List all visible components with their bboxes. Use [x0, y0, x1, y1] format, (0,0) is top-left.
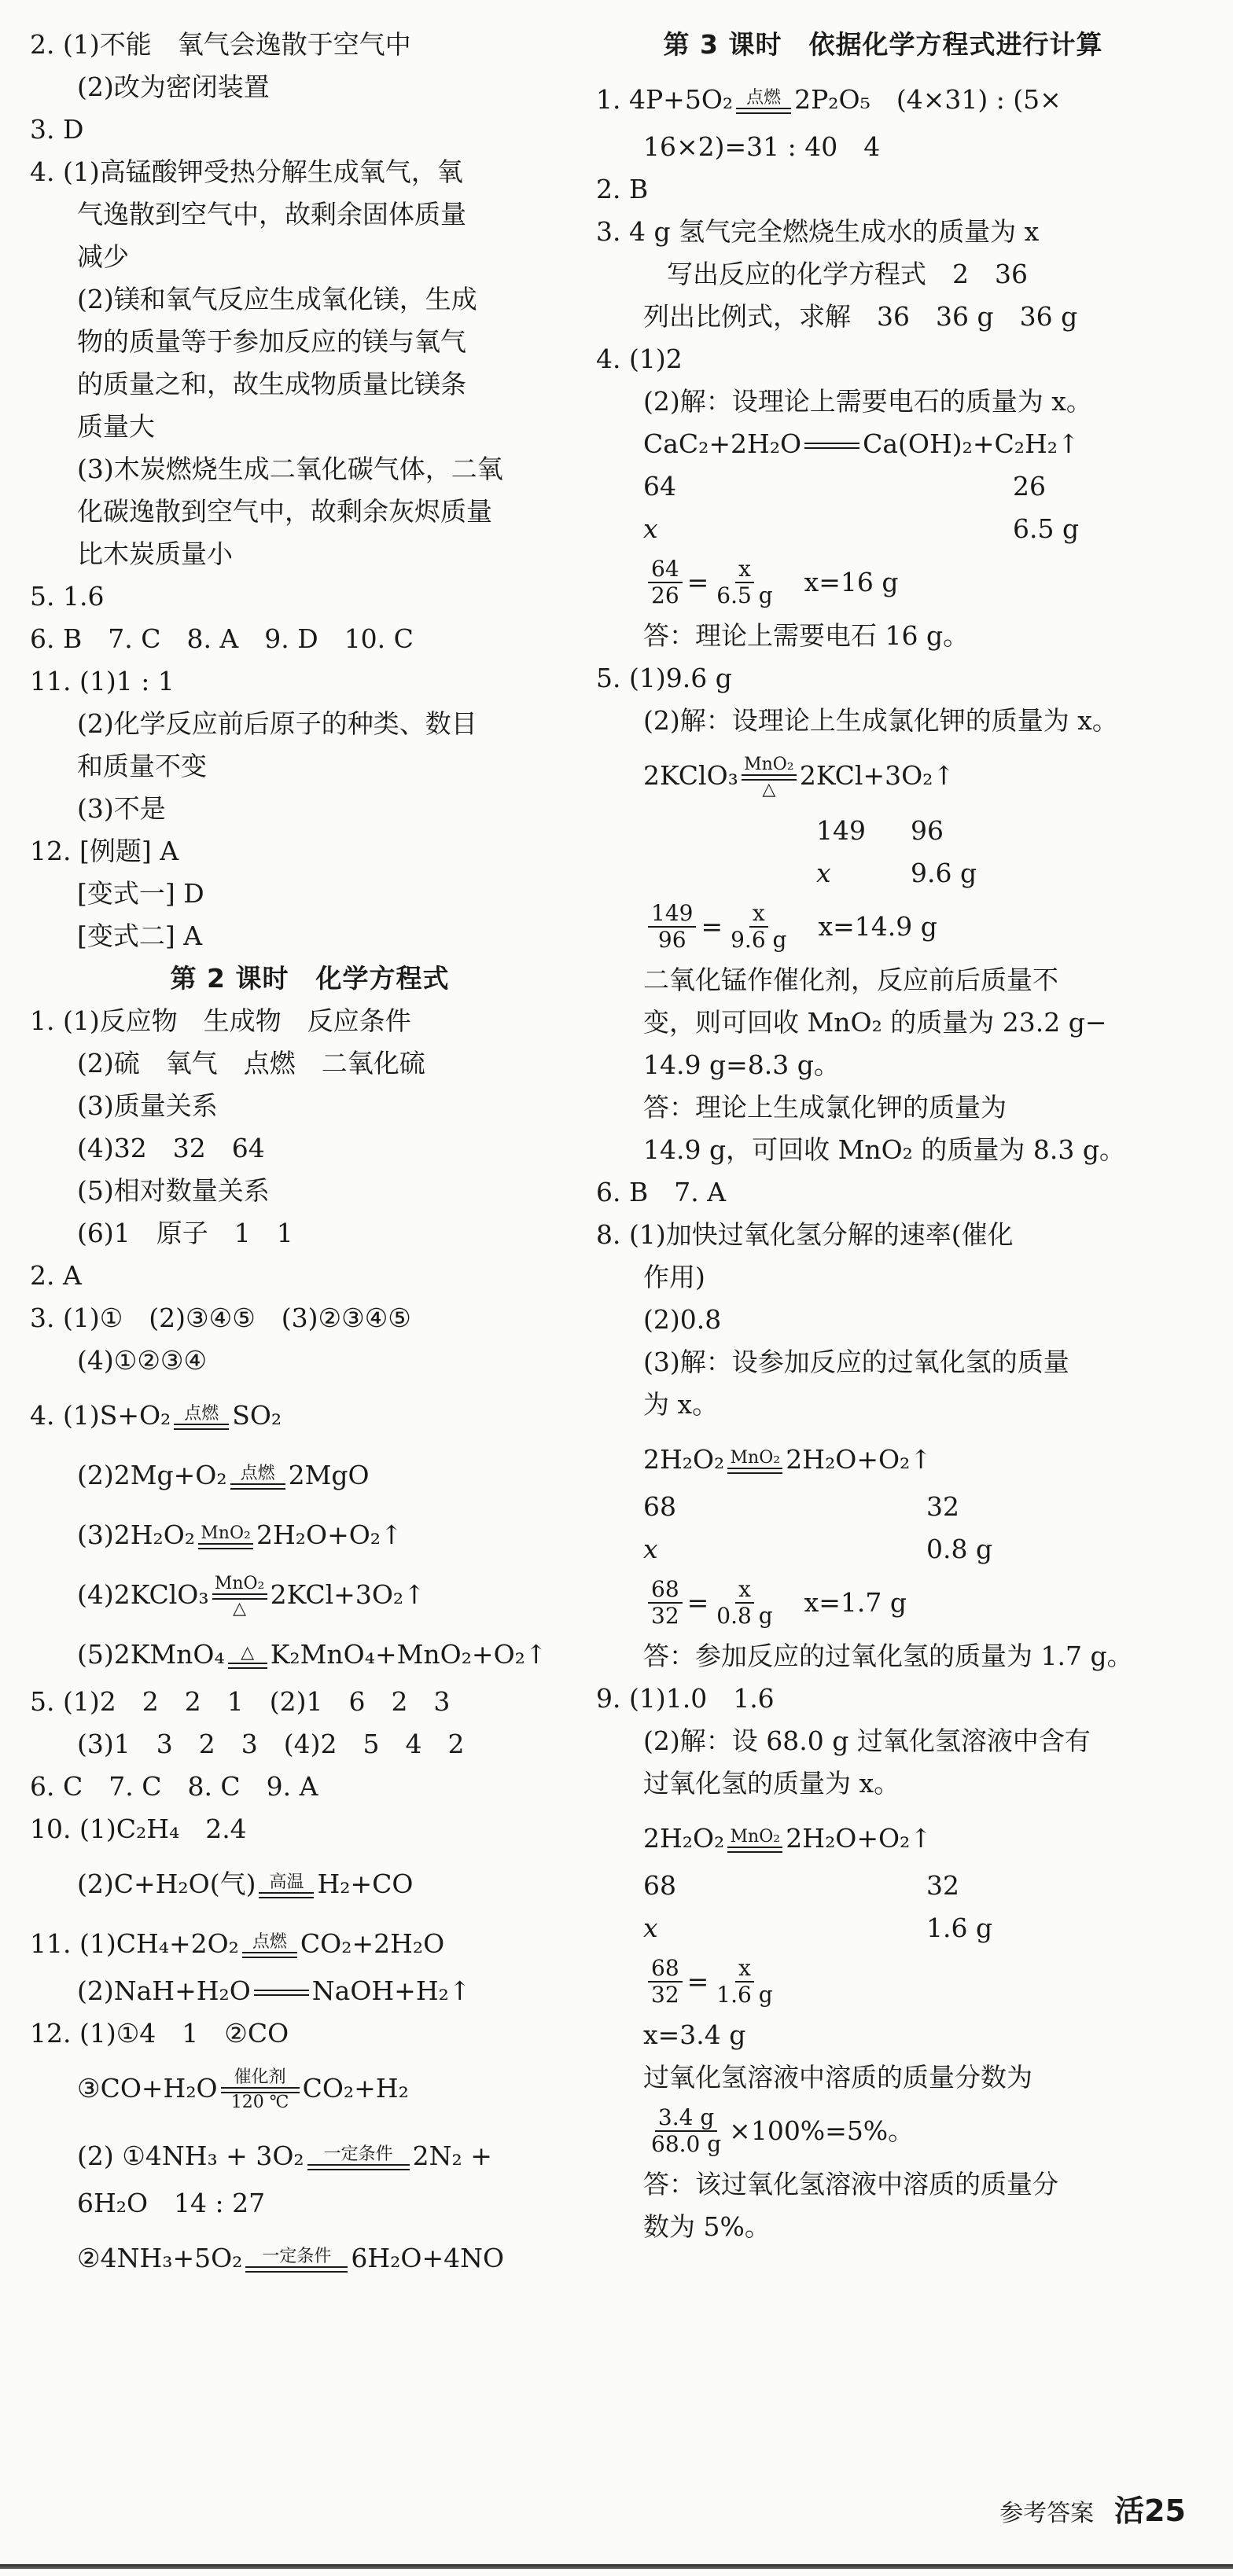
- answer-line: (3)解：设参加反应的过氧化氢的质量: [643, 1347, 1069, 1377]
- answer-line: (4)32 32 64: [77, 1133, 265, 1163]
- reaction-condition: MnO₂: [730, 1448, 781, 1468]
- answer-line: 14.9 g=8.3 g。: [643, 1049, 840, 1080]
- ratio-row: [596, 1528, 1170, 1571]
- fraction: [648, 901, 696, 953]
- proportion-row: $\frac{68}{32}$ = $\frac{x}{0.8 g}$ x=1.7 g: [596, 1571, 1170, 1635]
- ratio-right: 96: [911, 815, 944, 846]
- equation-rhs: NaOH+H₂↑: [311, 1975, 471, 2006]
- fraction: [648, 2105, 724, 2157]
- equation-lhs: ②4NH₃+5O₂: [77, 2243, 243, 2273]
- answer-line: 答：理论上需要电石 16 g。: [643, 620, 970, 651]
- equation-lhs: 2H₂O₂: [643, 1823, 725, 1854]
- answer-line: (3)木炭燃烧生成二氧化碳气体，二氧: [77, 454, 503, 484]
- answer-line: (3)质量关系: [77, 1090, 218, 1121]
- equation-rhs: 2MgO: [288, 1460, 370, 1490]
- fraction-numerator: 149: [648, 901, 696, 928]
- fraction-numerator: 3.4 g: [655, 2105, 717, 2132]
- answer-line: 数为 5%。: [643, 2211, 771, 2242]
- reaction-arrow: [727, 1828, 782, 1853]
- ratio-right: 6.5 g: [1013, 513, 1080, 544]
- reaction-condition: 点燃: [240, 1464, 275, 1483]
- ratio-left: 68: [643, 1491, 676, 1522]
- reaction-arrow: [736, 89, 791, 114]
- answer-line: (2)镁和氧气反应生成氧化镁，生成: [77, 284, 477, 314]
- answer-line: 6H₂O 14 : 27: [77, 2188, 266, 2218]
- ratio-right: 32: [926, 1491, 959, 1522]
- fraction-denominator: 9.6 g: [731, 927, 787, 953]
- reaction-arrow: [245, 2247, 348, 2273]
- answer-line: 答：参加反应的过氧化氢的质量为 1.7 g。: [643, 1641, 1133, 1671]
- reaction-arrow: [242, 1933, 297, 1958]
- answer-line: (2)解：设理论上需要电石的质量为 x。: [643, 386, 1092, 417]
- reaction-temperature: 120 ℃: [230, 2093, 289, 2112]
- equation-line: [30, 2055, 590, 2122]
- answer-line: 3. D: [30, 114, 84, 145]
- equation-lhs: 11. (1)CH₄+2O₂: [30, 1928, 239, 1959]
- equation-lhs: 2H₂O₂: [643, 1444, 725, 1475]
- ratio-row: [596, 1486, 1170, 1528]
- equation-rhs: 2KCl+3O₂↑: [799, 760, 955, 791]
- answer-line: 作用): [643, 1262, 705, 1292]
- equation-line: [30, 1850, 590, 1910]
- answer-line: 1. (1)反应物 生成物 反应条件: [30, 1005, 411, 1036]
- answer-line: (2)解：设理论上生成氯化钾的质量为 x。: [643, 705, 1118, 736]
- answer-line: 物的质量等于参加反应的镁与氧气: [77, 326, 466, 357]
- answer-line: 5. 1.6: [30, 581, 105, 612]
- reaction-condition: 高温: [269, 1872, 304, 1892]
- answer-line: 二氧化锰作催化剂，反应前后质量不: [643, 965, 1058, 995]
- answer-line: x=3.4 g: [643, 2019, 746, 2050]
- ratio-right: 1.6 g: [926, 1913, 993, 1943]
- equation-lhs: 1. 4P+5O₂: [596, 84, 734, 115]
- proportion-result: x=14.9 g: [818, 911, 937, 942]
- reaction-arrow: [307, 2145, 410, 2170]
- reaction-arrow: [198, 1524, 253, 1549]
- fraction: [713, 557, 775, 608]
- equation-line: [30, 1621, 590, 1681]
- ratio-row: [596, 810, 1170, 852]
- fraction-numerator: 68: [648, 1956, 683, 1983]
- equation-lhs: 4. (1)S+O₂: [30, 1400, 171, 1431]
- equation-line: [30, 1442, 590, 1501]
- fraction: [727, 901, 789, 953]
- answer-line: 16×2)=31 : 40 4: [643, 131, 881, 162]
- proportion-row: $\frac{68}{32}$ = $\frac{x}{1.6 g}$: [596, 1949, 1170, 2014]
- percentage-result: ×100%=5%。: [729, 2115, 915, 2146]
- answer-line: 5. (1)2 2 2 1 (2)1 6 2 3: [30, 1686, 451, 1717]
- equation-line: [596, 1805, 1170, 1865]
- answer-line: (2)硫 氧气 点燃 二氧化硫: [77, 1048, 425, 1079]
- proportion-row: $\frac{149}{96}$ = $\frac{x}{9.6 g}$ x=14.9 g: [596, 895, 1170, 959]
- equation-rhs: SO₂: [232, 1400, 282, 1431]
- footer-reference-label: 参考答案: [999, 2500, 1095, 2527]
- answer-line: 5. (1)9.6 g: [596, 663, 732, 693]
- equation-rhs: 2H₂O+O₂↑: [786, 1823, 932, 1854]
- equation-rhs: K₂MnO₄+MnO₂+O₂↑: [270, 1639, 547, 1670]
- fraction-numerator: 64: [648, 557, 683, 583]
- answer-line: 3. 4 g 氢气完全燃烧生成水的质量为 x: [596, 216, 1040, 247]
- ratio-left: x: [643, 1534, 658, 1564]
- answer-line: [变式二] A: [77, 921, 203, 951]
- page-footer: [999, 2486, 1186, 2530]
- answer-line: 14.9 g，可回收 MnO₂ 的质量为 8.3 g。: [643, 1134, 1125, 1165]
- equation-line: [30, 1501, 590, 1561]
- equation-lhs: (2)C+H₂O(气): [77, 1869, 256, 1899]
- reaction-condition: 点燃: [746, 88, 782, 108]
- answer-line: 4. (1)2: [596, 344, 683, 374]
- answer-line: (3)1 3 2 3 (4)2 5 4 2: [77, 1729, 465, 1759]
- fraction-denominator: 68.0 g: [651, 2131, 722, 2157]
- reaction-arrow: [221, 2068, 300, 2112]
- reaction-arrow: [727, 1449, 782, 1474]
- answer-line: (5)相对数量关系: [77, 1175, 270, 1206]
- answer-line: (4)①②③④: [77, 1345, 208, 1376]
- left-column: [30, 24, 590, 2284]
- equation-line: [596, 423, 1170, 465]
- fraction-numerator: x: [735, 1577, 754, 1604]
- bottom-edge-rule: [0, 2564, 1233, 2569]
- ratio-right: 26: [1013, 471, 1046, 502]
- answer-line: 9. (1)1.0 1.6: [596, 1683, 775, 1714]
- fraction-numerator: x: [735, 1956, 754, 1983]
- reaction-heat-symbol: △: [233, 1599, 247, 1619]
- section-heading: 第 2 课时 化学方程式: [170, 963, 450, 994]
- fraction-denominator: 96: [657, 927, 686, 953]
- ratio-row: [596, 1865, 1170, 1907]
- fraction-denominator: 6.5 g: [716, 582, 773, 608]
- proportion-result: x=16 g: [804, 567, 899, 597]
- reaction-arrow: [742, 755, 797, 799]
- answer-line: 列出比例式，求解 36 36 g 36 g: [643, 301, 1078, 332]
- reaction-condition: MnO₂: [730, 1827, 781, 1847]
- reaction-arrow: [174, 1405, 229, 1430]
- equation-line: [30, 1970, 590, 2012]
- reaction-arrow: [230, 1464, 285, 1490]
- equation-rhs: 2H₂O+O₂↑: [786, 1444, 932, 1475]
- answer-line: (2)改为密闭装置: [77, 72, 270, 102]
- reaction-condition: 一定条件: [323, 2144, 393, 2164]
- right-column: [596, 24, 1170, 2248]
- ratio-left: 68: [643, 1870, 676, 1901]
- fraction: [648, 1956, 683, 2008]
- answer-line: 4. (1)高锰酸钾受热分解生成氧气，氧: [30, 156, 463, 187]
- equation-line: [30, 2225, 590, 2284]
- percentage-row: [596, 2099, 1170, 2163]
- ratio-right: 0.8 g: [926, 1534, 993, 1564]
- fraction: [648, 1577, 683, 1629]
- equation-lhs: 2KClO₃: [643, 760, 738, 791]
- equation-rhs: H₂+CO: [317, 1869, 414, 1899]
- answer-line: 12. [例题] A: [30, 836, 179, 866]
- answer-line: 2. (1)不能 氧气会逸散于空气中: [30, 29, 411, 60]
- equation-line: [30, 1382, 590, 1442]
- equation-line: [596, 742, 1170, 810]
- answer-line: 2. A: [30, 1260, 82, 1291]
- fraction: [713, 1956, 775, 2008]
- equation-lhs: (5)2KMnO₄: [77, 1639, 225, 1670]
- reaction-arrow: [259, 1873, 314, 1898]
- answer-line: 为 x。: [643, 1389, 719, 1420]
- ratio-right: 9.6 g: [911, 858, 977, 888]
- answer-line: 8. (1)加快过氧化氢分解的速率(催化: [596, 1219, 1014, 1250]
- equation-lhs: (4)2KClO₃: [77, 1579, 209, 1610]
- reaction-arrow: [228, 1644, 267, 1669]
- answer-line: (6)1 原子 1 1: [77, 1218, 293, 1248]
- reaction-heat-symbol: △: [762, 780, 776, 799]
- answer-line: 过氧化氢溶液中溶质的质量分数为: [643, 2062, 1032, 2093]
- fraction-numerator: x: [735, 557, 754, 583]
- equation-rhs: 2KCl+3O₂↑: [270, 1579, 425, 1610]
- equation-lhs: (3)2H₂O₂: [77, 1520, 196, 1550]
- ratio-left: 64: [643, 471, 676, 502]
- answer-line: (2)0.8: [643, 1304, 722, 1335]
- ratio-left: x: [643, 513, 658, 544]
- answer-line: 减少: [77, 241, 129, 272]
- fraction-denominator: 1.6 g: [716, 1982, 773, 2008]
- answer-line: 11. (1)1 : 1: [30, 666, 175, 696]
- proportion-row: $\frac{64}{26}$ = $\frac{x}{6.5 g}$ x=16 g: [596, 550, 1170, 615]
- reaction-condition: MnO₂: [214, 1574, 265, 1593]
- equation-rhs: 6H₂O+4NO: [351, 2243, 505, 2273]
- answer-line: 6. C 7. C 8. C 9. A: [30, 1771, 318, 1802]
- answer-line: (3)不是: [77, 793, 166, 824]
- fraction-denominator: 32: [651, 1982, 679, 2008]
- equation-line: [596, 1426, 1170, 1486]
- reaction-arrow: [254, 1990, 309, 1996]
- equation-rhs: CO₂+H₂: [302, 2073, 409, 2104]
- ratio-row: [596, 1907, 1170, 1949]
- equation-lhs: (2)NaH+H₂O: [77, 1975, 251, 2006]
- equation-lhs: ③CO+H₂O: [77, 2073, 218, 2104]
- fraction-numerator: 68: [648, 1577, 683, 1604]
- answer-line: 的质量之和，故生成物质量比镁条: [77, 369, 466, 399]
- ratio-left: 149: [816, 815, 866, 846]
- answer-line: 比木炭质量小: [77, 538, 233, 569]
- answer-line: [变式一] D: [77, 878, 204, 909]
- fraction-denominator: 26: [651, 582, 679, 608]
- ratio-row: [596, 465, 1170, 508]
- proportion-result: x=1.7 g: [804, 1587, 907, 1618]
- fraction: [648, 557, 683, 608]
- equation-rhs: Ca(OH)₂+C₂H₂↑: [863, 428, 1080, 459]
- fraction-numerator: x: [749, 901, 768, 928]
- answer-line: (2)解：设 68.0 g 过氧化氢溶液中含有: [643, 1725, 1091, 1756]
- section-heading: 第 3 课时 依据化学方程式进行计算: [663, 29, 1103, 60]
- fraction: [713, 1577, 775, 1629]
- answer-line: 过氧化氢的质量为 x。: [643, 1768, 900, 1799]
- reaction-condition: △: [241, 1643, 255, 1663]
- ratio-left: x: [816, 858, 831, 888]
- answer-line: 化碳逸散到空气中，故剩余灰烬质量: [77, 496, 492, 527]
- answer-line: 10. (1)C₂H₄ 2.4: [30, 1813, 247, 1844]
- ratio-right: 32: [926, 1870, 959, 1901]
- answer-line: 6. B 7. C 8. A 9. D 10. C: [30, 623, 414, 654]
- reaction-condition: 一定条件: [262, 2247, 332, 2266]
- equation-lhs: (2)2Mg+O₂: [77, 1460, 227, 1490]
- equation-line: [596, 66, 1170, 126]
- answer-line: 和质量不变: [77, 751, 207, 781]
- reaction-condition: MnO₂: [744, 755, 794, 774]
- equation-rhs: 2N₂ +: [412, 2141, 492, 2171]
- equation-rhs: CO₂+2H₂O: [300, 1928, 445, 1959]
- fraction-denominator: 0.8 g: [716, 1603, 773, 1629]
- answer-line: 答：该过氧化氢溶液中溶质的质量分: [643, 2169, 1058, 2199]
- answer-line: 2. B: [596, 174, 649, 204]
- ratio-row: [596, 508, 1170, 550]
- equation-rhs: 2H₂O+O₂↑: [256, 1520, 403, 1550]
- answer-line: 写出反应的化学方程式 2 36: [667, 259, 1028, 289]
- equation-lhs: (2) ①4NH₃ + 3O₂: [77, 2141, 304, 2171]
- equation-line: [30, 2122, 590, 2182]
- answer-line: 3. (1)① (2)③④⑤ (3)②③④⑤: [30, 1303, 411, 1333]
- equation-line: [30, 1561, 590, 1621]
- equation-rhs: 2P₂O₅ (4×31) : (5×: [794, 84, 1062, 115]
- ratio-row: [596, 852, 1170, 895]
- reaction-condition: 点燃: [252, 1932, 287, 1952]
- page-number: 活25: [1114, 2493, 1186, 2528]
- answer-line: 质量大: [77, 411, 155, 442]
- reaction-arrow: [212, 1575, 267, 1619]
- equation-line: [30, 1910, 590, 1970]
- answer-line: (2)化学反应前后原子的种类、数目: [77, 708, 477, 739]
- reaction-condition: 点燃: [184, 1404, 219, 1424]
- answer-line: 变，则可回收 MnO₂ 的质量为 23.2 g−: [643, 1007, 1107, 1038]
- answer-line: 12. (1)①4 1 ②CO: [30, 2018, 289, 2049]
- reaction-condition: MnO₂: [201, 1523, 251, 1543]
- ratio-left: x: [643, 1913, 658, 1943]
- answer-line: 答：理论上生成氯化钾的质量为: [643, 1092, 1007, 1123]
- answer-line: 气逸散到空气中，故剩余固体质量: [77, 199, 466, 230]
- reaction-arrow: [804, 443, 859, 449]
- reaction-condition: 催化剂: [234, 2067, 286, 2087]
- equation-lhs: CaC₂+2H₂O: [643, 428, 802, 459]
- fraction-denominator: 32: [651, 1603, 679, 1629]
- answer-line: 6. B 7. A: [596, 1177, 727, 1207]
